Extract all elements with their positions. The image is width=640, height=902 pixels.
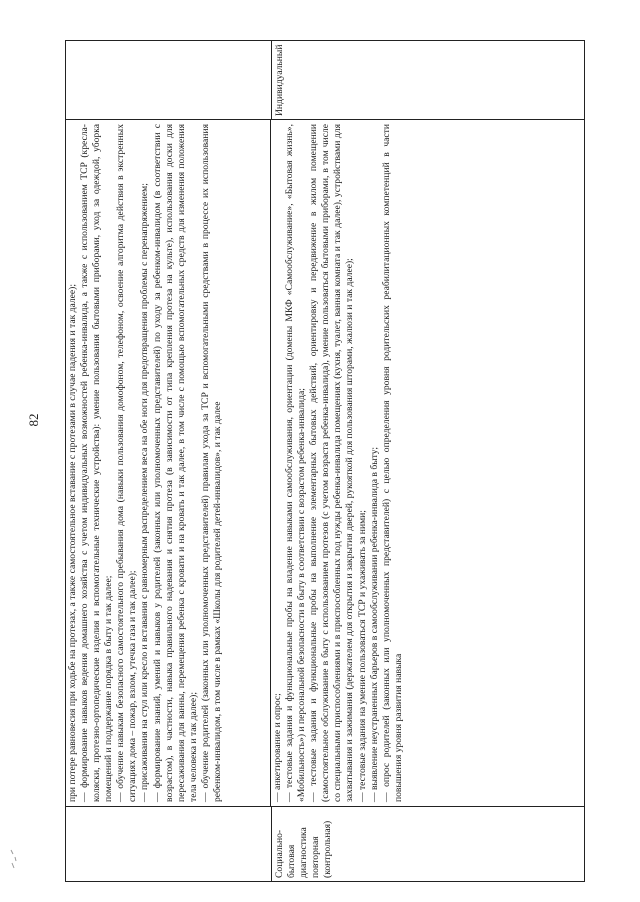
- form-cell-row1: [66, 41, 272, 119]
- list-item: — обучение родителей (законных или уполномоченных представителей) правилам ухода за ТСР и вспомогательными средствами в процессе их использования ребенком-инвалидом, в том числе в рамках «Школы для родителей детей-инвалидов», и так далее: [199, 124, 223, 802]
- list-item: — выявление неустраненных барьеров в самообслуживании ребенка-инвалида в быту;: [368, 446, 380, 802]
- rehabilitation-table: [65, 40, 585, 882]
- stage-column: [66, 806, 584, 881]
- list-item: — тестовые задания и функциональные пробы на владение навыками самообслуживания, ориентации (домены МКФ «Самообслуживание», «Бытовая жизнь», «Мобильность») и персональной безопасности в быту в соответствии с возрастом ребенка-инвалида;: [284, 124, 308, 802]
- stage-cell-row1: [66, 807, 272, 881]
- list-item: при потере равновесия при ходьбе на протезах, а также самостоятельное вставание с протезами в случае падения и так далее);: [67, 283, 78, 802]
- scan-artifact-mark: [8, 848, 22, 870]
- document-page: [65, 40, 585, 882]
- list-item: — обучение навыкам безопасного самостоятельного пребывания дома (навыки пользования домофоном, телефоном, освоение алгоритма действия в экстренных ситуациях дома – пожар, взлом, утечка газа и так далее);: [115, 124, 139, 802]
- list-item: — тестовые задания и функциональные пробы на выполнение элементарных бытовых действий, ориентировку и передвижение в жилом помещении (самостоятельное обслуживание в быту с использованием протезов (с учетом возраста ребенка-инвалида), умение пользоваться бытовыми приборами, в том числе со специальными приспособлениями и в приспособленных под нужды ребенка-инвалида помещениях (кухня, туалет, ванная комната и так далее), устройствами для захватывания и зажимания (держателем для открытия и закрытия дверей, рукояткой для пользования шторами, жалюзи и так далее);: [308, 124, 356, 802]
- stage-cell-row2: Социально-бытовая диагностика повторная (контрольная): [274, 820, 334, 878]
- list-item: — формирование знаний, умений и навыков у родителей (законных или уполномоченных представителей) по уходу за ребенком-инвалидом (в соответствии с возрастом), в частности, навыка правильного надевания и снятия протеза (в зависимости от типа крепления протеза на культе), использования доски для пересаживания для ванны, перемещения ребенка с кровати и на кровать и так далее, в том числе с помощью вспомогательных средств для изменения положения тела человека и так далее);: [151, 124, 199, 802]
- list-item: — формирование навыков ведения домашнего хозяйства с учетом индивидуальных возможностей ребенка-инвалида, а также с использованием ТСР (кресла-коляски, протезно-ортопедические изделия и вспомогательные технические устройства): умение пользования бытовыми приборами, уход за одеждой, уборка помещений и поддержание порядка в быту и так далее;: [79, 124, 115, 802]
- content-cell-row2: [271, 120, 584, 806]
- content-cell-row1: [66, 120, 271, 806]
- list-item: — анкетирование и опрос;: [272, 693, 283, 802]
- list-item: — опрос родителей (законных или уполномоченных представителей) с целью определения уровня родительских реабилитационных компетенций в части повышения уровня развития навыка: [380, 124, 404, 802]
- form-column: [66, 41, 584, 119]
- page-number: 82: [26, 413, 41, 427]
- content-column: [66, 119, 584, 806]
- form-cell-row2: Индивидуальный: [274, 44, 285, 116]
- list-item: — присаживания на стул или кресло и вставания с равномерным распределением веса на обе ноги для предотвращения проблемы с перенапряжением;: [139, 183, 151, 802]
- list-item: — тестовые задания на умение пользоваться ТСР и ухаживать за ними;: [356, 510, 368, 802]
